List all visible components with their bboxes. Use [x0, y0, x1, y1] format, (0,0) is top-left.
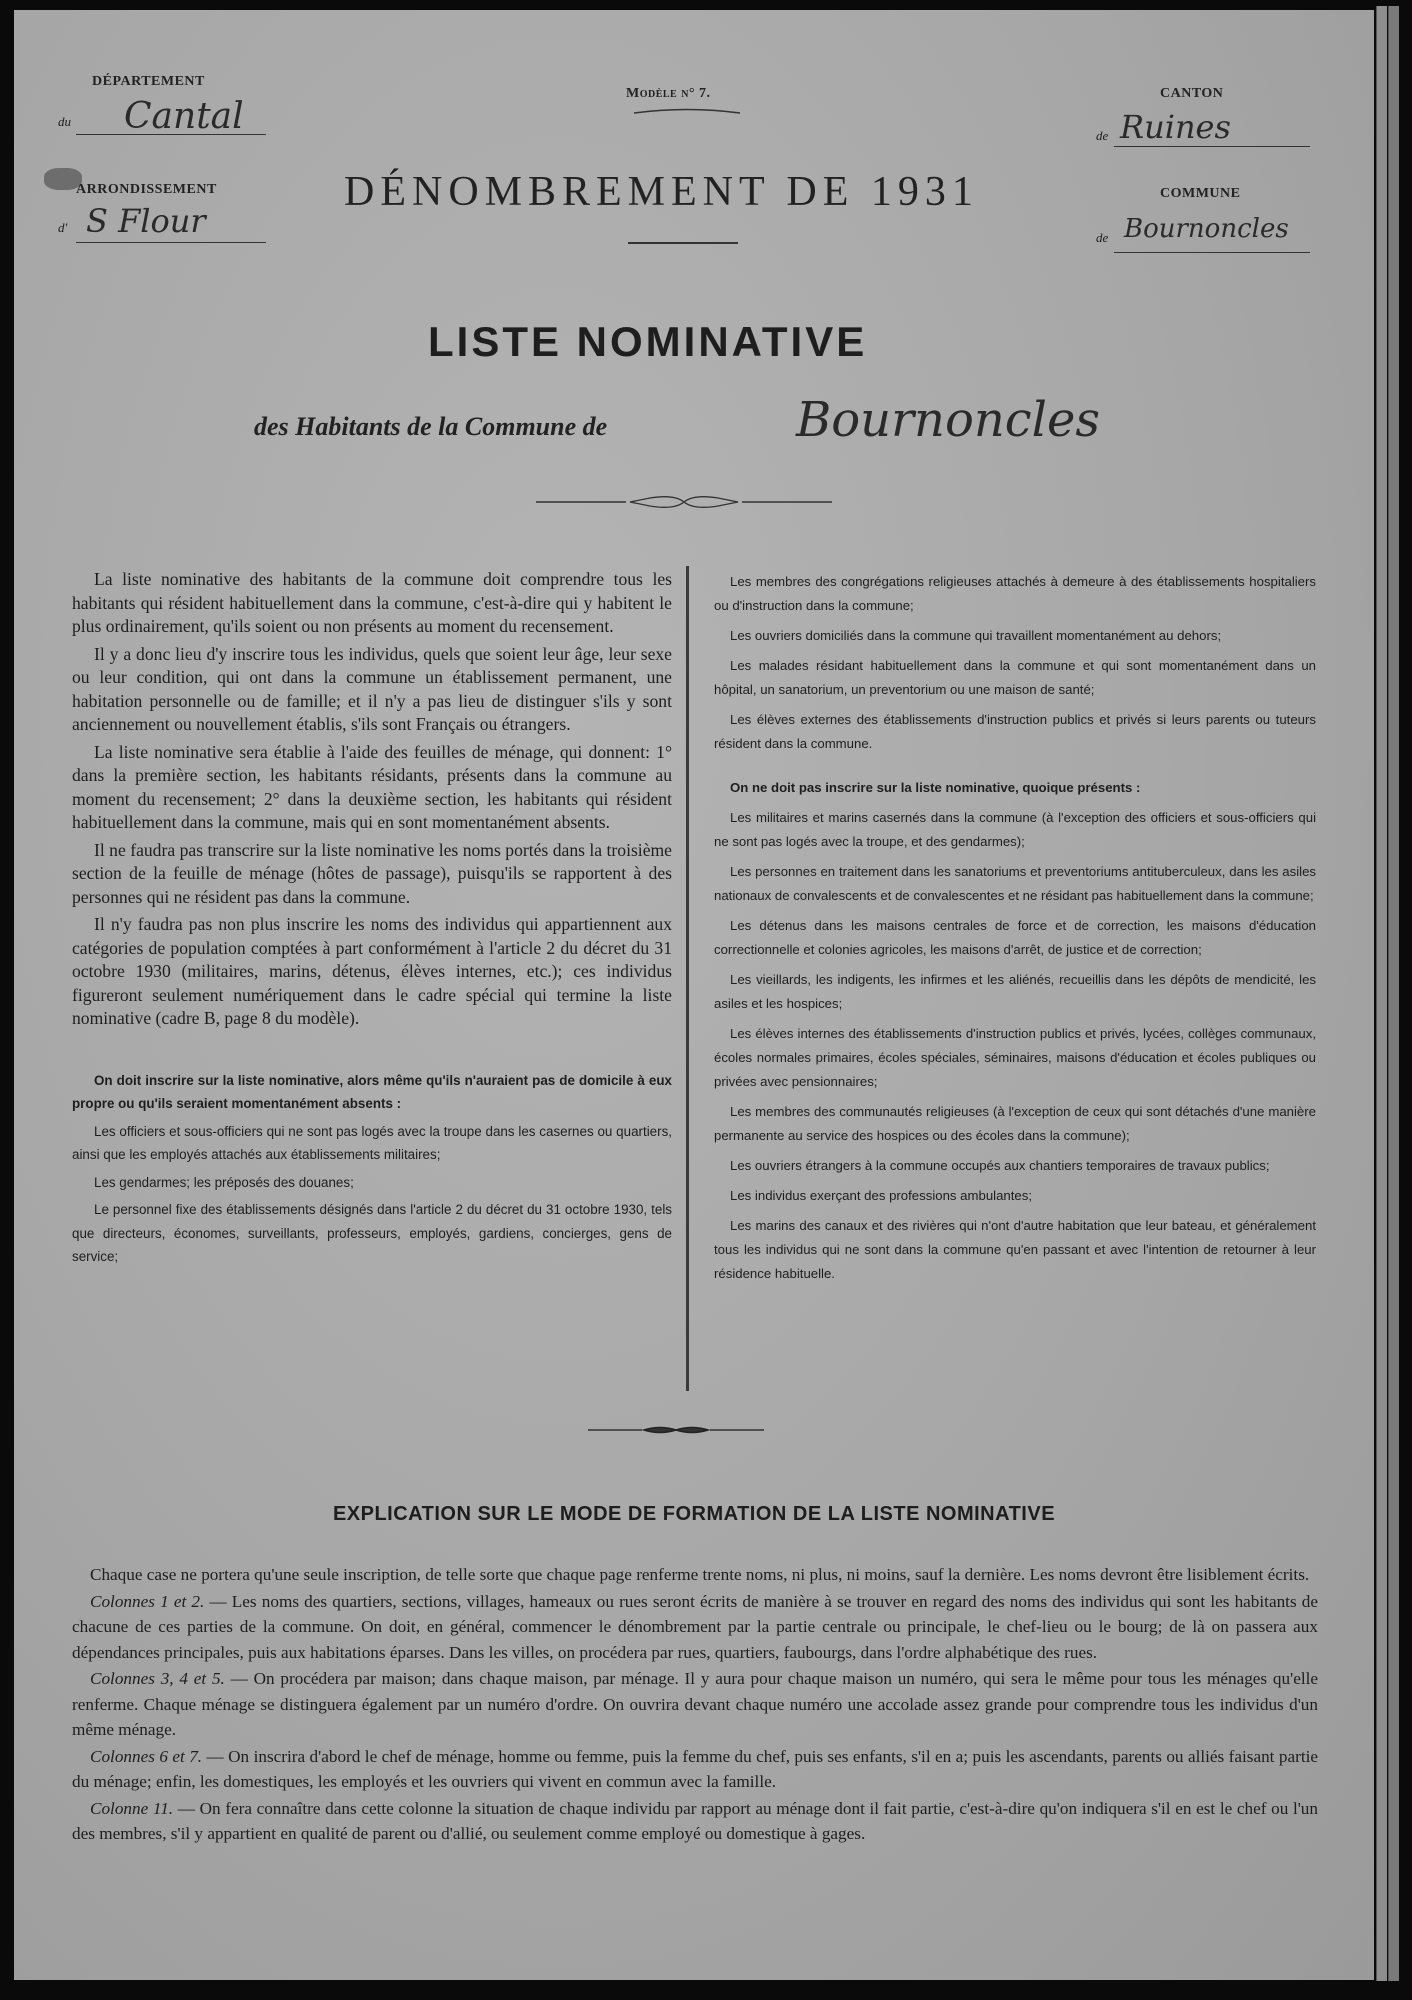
- column-desc: — On procédera par maison; dans chaque maison, par ménage. Il y aura pour chaque maison un numéro, qui sera le même pour tous les ménages qu'elle renferme. Chaque ménage se distinguera également par un numéro d'ordre. On ouvrira devant chaque numéro une accolade assez grande pour comprendre tous les individus d'un même ménage.: [72, 1669, 1318, 1739]
- exclude-item: Les vieillards, les indigents, les infirmes et les aliénés, recueillis dans les dépôts de mendicité, les asiles et les hospices;: [714, 972, 1316, 1011]
- include-item: Les ouvriers domiciliés dans la commune qui travaillent momentanément au dehors;: [730, 628, 1222, 643]
- departement-value: Cantal: [124, 96, 244, 137]
- left-paragraph: Il ne faudra pas transcrire sur la liste nominative les noms portés dans la troisième section de la feuille de ménage (hôtes de passage), puisqu'ils se rapportent à des personnes qui ne résident pas dans la commune.: [72, 839, 672, 907]
- modele-underline-ornament: [632, 108, 742, 118]
- include-item: Les élèves externes des établissements d'instruction publics et privés si leurs parents ou tuteurs résident dans la commune.: [714, 712, 1316, 751]
- explication-item: [72, 1744, 1318, 1795]
- canton-prefix: de: [1096, 128, 1109, 143]
- column-ref: Colonne 11.: [90, 1798, 174, 1818]
- explication-item: [72, 1589, 1318, 1666]
- column-desc: — Les noms des quartiers, sections, villages, hameaux ou rues seront écrits de manière à se trouver en regard des noms des individus qui sont les habitants de chacune de ces parties de la commune. On doit, en général, commencer le dénombrement par la partie centrale ou principale, le chef-lieu ou le bourg; de là on passera aux dépendances principales, puis aux habitations éparses. Dans les villes, on procédera par rues, quartiers, faubourgs, dans l'ordre alphabétique des rues.: [72, 1591, 1319, 1662]
- must-include-item: Les gendarmes; les préposés des douanes;: [94, 1174, 354, 1190]
- must-include-item: Le personnel fixe des établissements désignés dans l'article 2 du décret du 31 octobre 1930, tels que directeurs, économes, surveillants, professeurs, employés, gardiens, concierges, gens de service;: [72, 1202, 672, 1264]
- arrondissement-value: S Flour: [86, 202, 206, 240]
- census-form-page: [14, 10, 1374, 1980]
- arrondissement-prefix: d': [58, 220, 68, 235]
- commune-line-value: Bournoncles: [796, 392, 1101, 448]
- column-ref: Colonnes 6 et 7.: [90, 1746, 203, 1766]
- exclude-item: Les militaires et marins casernés dans la commune (à l'exception des officiers et sous-officiers qui ne sont pas logés avec la troupe, et des gendarmes);: [714, 810, 1316, 849]
- explication-title: EXPLICATION SUR LE MODE DE FORMATION DE LA LISTE NOMINATIVE: [332, 1503, 1056, 1525]
- separator-ornament: [534, 494, 834, 510]
- explication-body: [72, 1562, 1318, 1848]
- left-column: [72, 568, 672, 1273]
- exclude-item: Les élèves internes des établissements d'instruction publics et privés, lycées, collèges communaux, écoles normales primaires, écoles spéciales, séminaires, maisons d'éducation et écoles publiques ou privées avec pensionnaires;: [714, 1026, 1316, 1089]
- exclude-item: Les individus exerçant des professions ambulantes;: [730, 1188, 1033, 1203]
- exclude-item: Les ouvriers étrangers à la commune occupés aux chantiers temporaires de travaux publics;: [730, 1158, 1270, 1173]
- commune-line-text: des Habitants de la Commune de: [254, 412, 608, 441]
- column-divider: [686, 566, 689, 1391]
- exclude-title: On ne doit pas inscrire sur la liste nominative, quoique présents :: [730, 780, 1141, 795]
- title-rule: [628, 242, 738, 244]
- departement-label: DÉPARTEMENT: [92, 74, 205, 89]
- left-paragraph: Il y a donc lieu d'y inscrire tous les individus, quels que soient leur âge, leur sexe ou leur condition, qui ont dans la commune un établissement permanent, une habitation personnelle ou de famille; et il n'y a pas lieu de distinguer s'ils y sont anciennement ou nouvellement établis, s'ils sont Français ou étrangers.: [72, 643, 672, 734]
- modele-number: Modèle n° 7.: [626, 86, 711, 101]
- canton-label: CANTON: [1160, 86, 1224, 101]
- explication-item: [72, 1666, 1318, 1743]
- explication-intro: Chaque case ne portera qu'une seule inscription, de telle sorte que chaque page renferme trente noms, ni plus, ni moins, sauf la dernière. Les noms devront être lisiblement écrits.: [90, 1565, 1310, 1584]
- canton-value: Ruines: [1120, 108, 1231, 146]
- exclude-item: Les détenus dans les maisons centrales de force et de correction, les maisons d'éducation correctionnelle et colonies agricoles, les maisons d'arrêt, de justice et de correction;: [714, 918, 1316, 957]
- column-ref: Colonnes 3, 4 et 5.: [90, 1669, 225, 1688]
- commune-value: Bournoncles: [1124, 214, 1289, 244]
- page-edge: [1388, 6, 1399, 1981]
- arrondissement-label: ARRONDISSEMENT: [76, 182, 217, 197]
- departement-prefix: du: [58, 114, 71, 129]
- must-include-item: Les officiers et sous-officiers qui ne sont pas logés avec la troupe dans les casernes ou quartiers, ainsi que les employés attachés aux établissements militaires;: [72, 1123, 672, 1162]
- column-desc: — On inscrira d'abord le chef de ménage, homme ou femme, puis la femme du chef, puis ses enfants, s'il en a; puis les ascendants, parents ou alliés faisant partie du ménage; enfin, les domestiques, les employés et les ouvriers qui vivent en commun avec la famille.: [72, 1746, 1319, 1791]
- left-paragraph: La liste nominative des habitants de la commune doit comprendre tous les habitants qui résident habituellement dans la commune, c'est-à-dire qui y habitent le plus ordinairement, qu'ils soient ou non présents au moment du recensement.: [72, 569, 672, 636]
- include-item: Les membres des congrégations religieuses attachés à demeure à des établissements hospitaliers ou d'instruction dans la commune;: [714, 574, 1316, 613]
- commune-label: COMMUNE: [1160, 186, 1241, 201]
- exclude-item: Les marins des canaux et des rivières qui n'ont d'autre habitation que leur bateau, et généralement tous les individus qui ne sont dans la commune qu'en passant et avec l'intention de retourner à leur résidence habituelle.: [714, 1218, 1316, 1281]
- exclude-item: Les membres des communautés religieuses (à l'exception de ceux qui sont détachés d'une manière permanente au service des hospices ou des écoles dans la commune);: [714, 1104, 1316, 1143]
- commune-line: [1114, 252, 1310, 253]
- column-desc: — On fera connaître dans cette colonne la situation de chaque individu par rapport au ménage dont il fait partie, c'est-à-dire qu'on indiquera s'il en est le chef ou l'un des membres, s'il y appartient en qualité de parent ou d'allié, ou seulement comme employé ou domestique à gages.: [72, 1798, 1318, 1843]
- spacer: [72, 1035, 672, 1069]
- left-paragraph: Il n'y faudra pas non plus inscrire les noms des individus qui appartiennent aux catégories de population comptées à part conformément à l'article 2 du décret du 31 octobre 1930 (militaires, marins, détenus, élèves internes, etc.); ces individus figureront seulement numériquement dans le cadre spécial qui termine la liste nominative (cadre B, page 8 du modèle).: [72, 914, 672, 1028]
- canton-line: [1114, 146, 1310, 147]
- exclude-item: Les personnes en traitement dans les sanatoriums et preventoriums antituberculeux, dans les asiles nationaux de convalescents et de convalescentes et ne résidant pas habituellement dans la commune;: [714, 864, 1316, 903]
- column-ref: Colonnes 1 et 2.: [90, 1591, 205, 1611]
- left-paragraph: La liste nominative sera établie à l'aide des feuilles de ménage, qui donnent: 1° dans la première section, les habitants résidants, présents dans la commune au moment du recensement; 2° dans la deuxième section, les habitants qui résident habituellement dans la commune, mais qui en sont momentanément absents.: [72, 741, 672, 832]
- right-column: [714, 570, 1316, 1292]
- departement-line: [76, 134, 266, 135]
- explication-item: [72, 1796, 1318, 1847]
- commune-prefix: de: [1096, 230, 1109, 245]
- must-include-title: On doit inscrire sur la liste nominative, alors même qu'ils n'auraient pas de domicile à eux propre ou qu'ils seraient momentanément absents :: [72, 1072, 672, 1111]
- page-edge: [1376, 6, 1387, 1981]
- page-subtitle: LISTE NOMINATIVE: [428, 318, 868, 365]
- arrondissement-line: [76, 242, 266, 243]
- include-item: Les malades résidant habituellement dans la commune et qui sont momentanément dans un hôpital, un sanatorium, un preventorium ou une maison de santé;: [714, 658, 1316, 697]
- page-title: DÉNOMBREMENT DE 1931: [344, 169, 979, 215]
- spacer: [714, 762, 1316, 776]
- separator-ornament: [586, 1423, 766, 1437]
